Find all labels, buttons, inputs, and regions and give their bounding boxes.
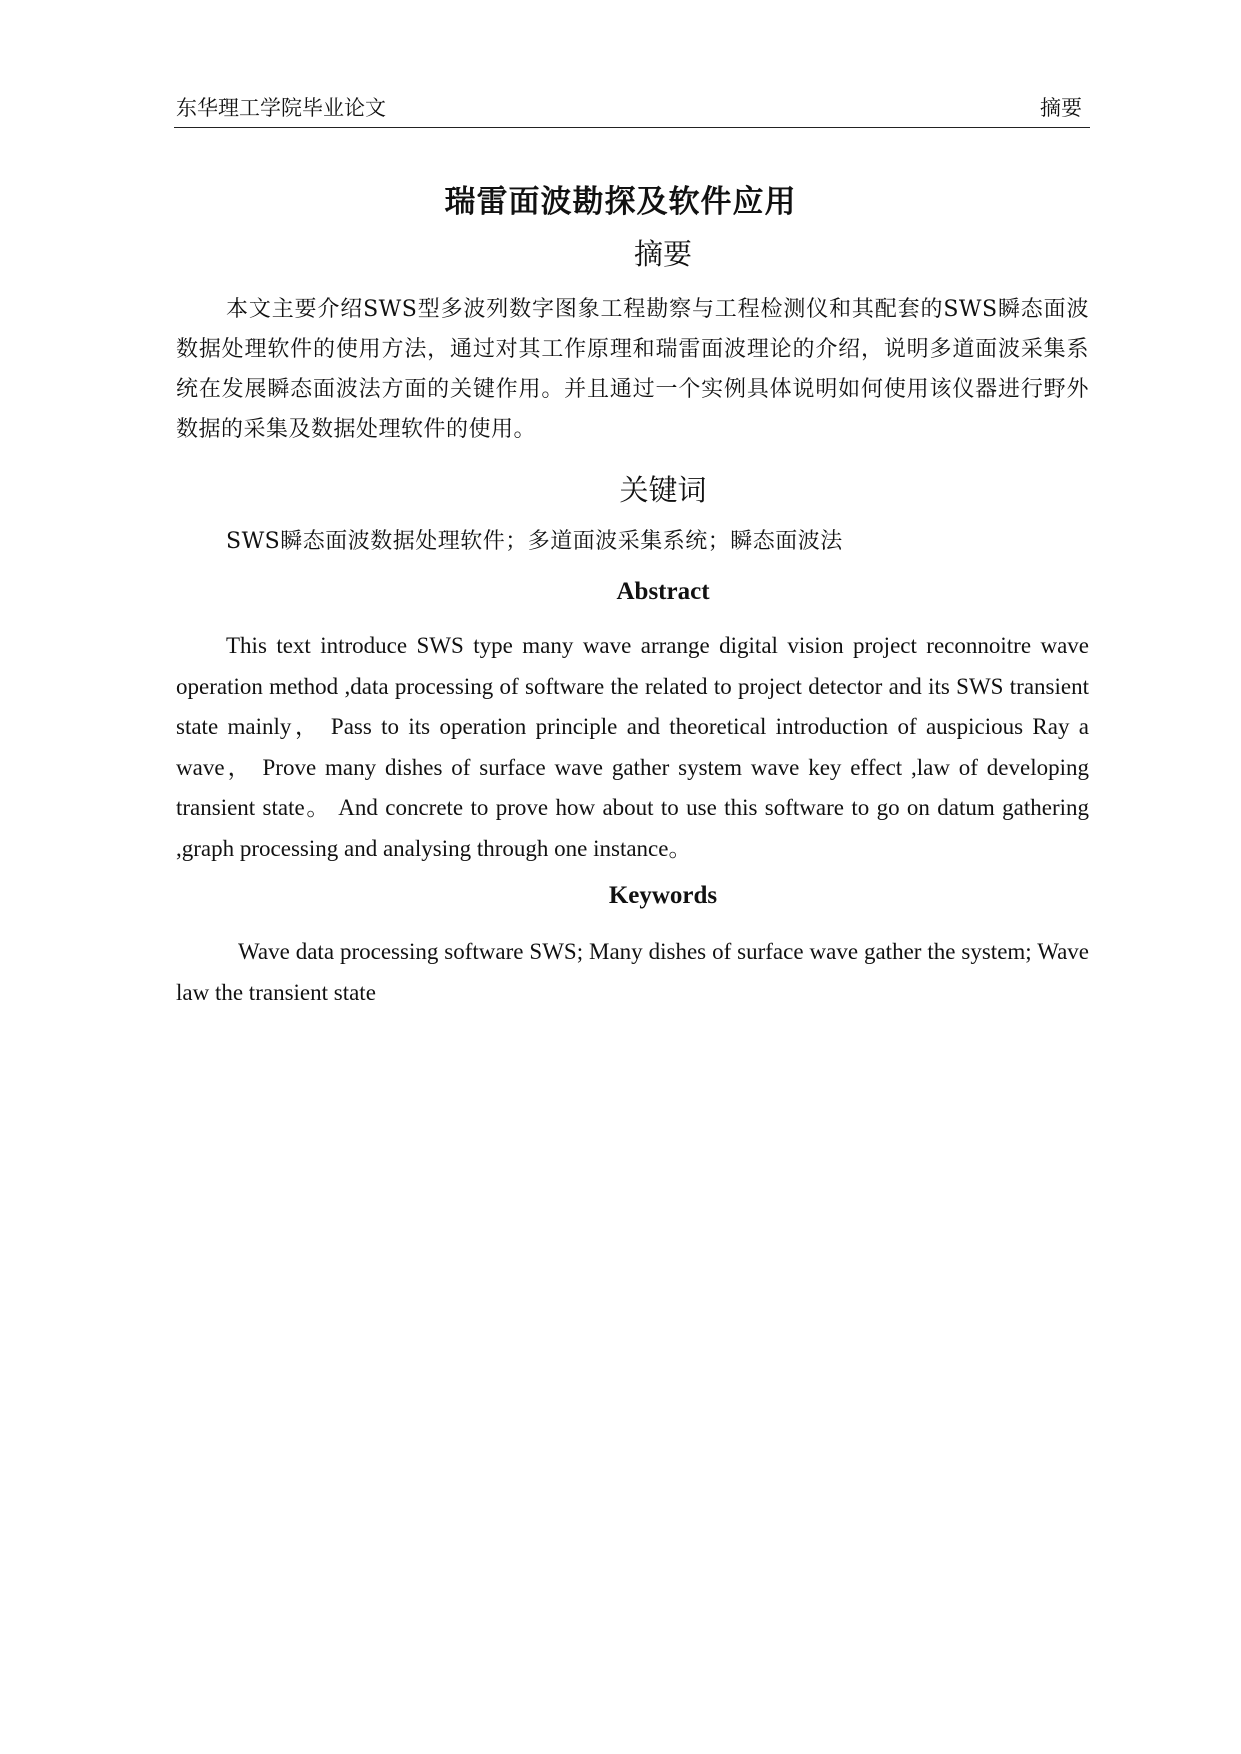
keywords-en-heading: Keywords	[608, 882, 718, 909]
paper-title: 瑞雷面波勘探及软件应用	[444, 184, 797, 220]
abstract-cn-heading: 摘要	[633, 237, 692, 271]
keywords-en-body: Wave data processing software SWS; Many dishes of surface wave gather the system; Wave law the transient state	[176, 939, 1089, 1005]
page-header	[174, 93, 1090, 128]
header-section-label: 摘要	[1040, 96, 1082, 120]
header-thesis-label: 东华理工学院毕业论文	[176, 96, 386, 120]
abstract-en-heading: Abstract	[616, 578, 710, 605]
abstract-en-body: This text introduce SWS type many wave arrange digital vision project reconnoitre wave operation method ,data processing of software the related to project detector and its SWS transient state mainly， Pass to its operation principle and theoretical introduction of auspicious Ray a wave， Prove many dishes of surface wave gather system wave key effect ,law of developing transient state。 And concrete to prove how about to use this software to go on datum gathering ,graph processing and analysing through one instance。	[176, 633, 1089, 861]
abstract-cn-body: 本文主要介绍SWS型多波列数字图象工程勘察与工程检测仪和其配套的SWS瞬态面波数据处理软件的使用方法，通过对其工作原理和瑞雷面波理论的介绍，说明多道面波采集系统在发展瞬态面波法方面的关键作用。并且通过一个实例具体说明如何使用该仪器进行野外数据的采集及数据处理软件的使用。	[176, 297, 1089, 442]
keywords-cn-heading: 关键词	[619, 473, 707, 507]
keywords-cn-body: SWS瞬态面波数据处理软件；多道面波采集系统；瞬态面波法	[226, 529, 843, 554]
